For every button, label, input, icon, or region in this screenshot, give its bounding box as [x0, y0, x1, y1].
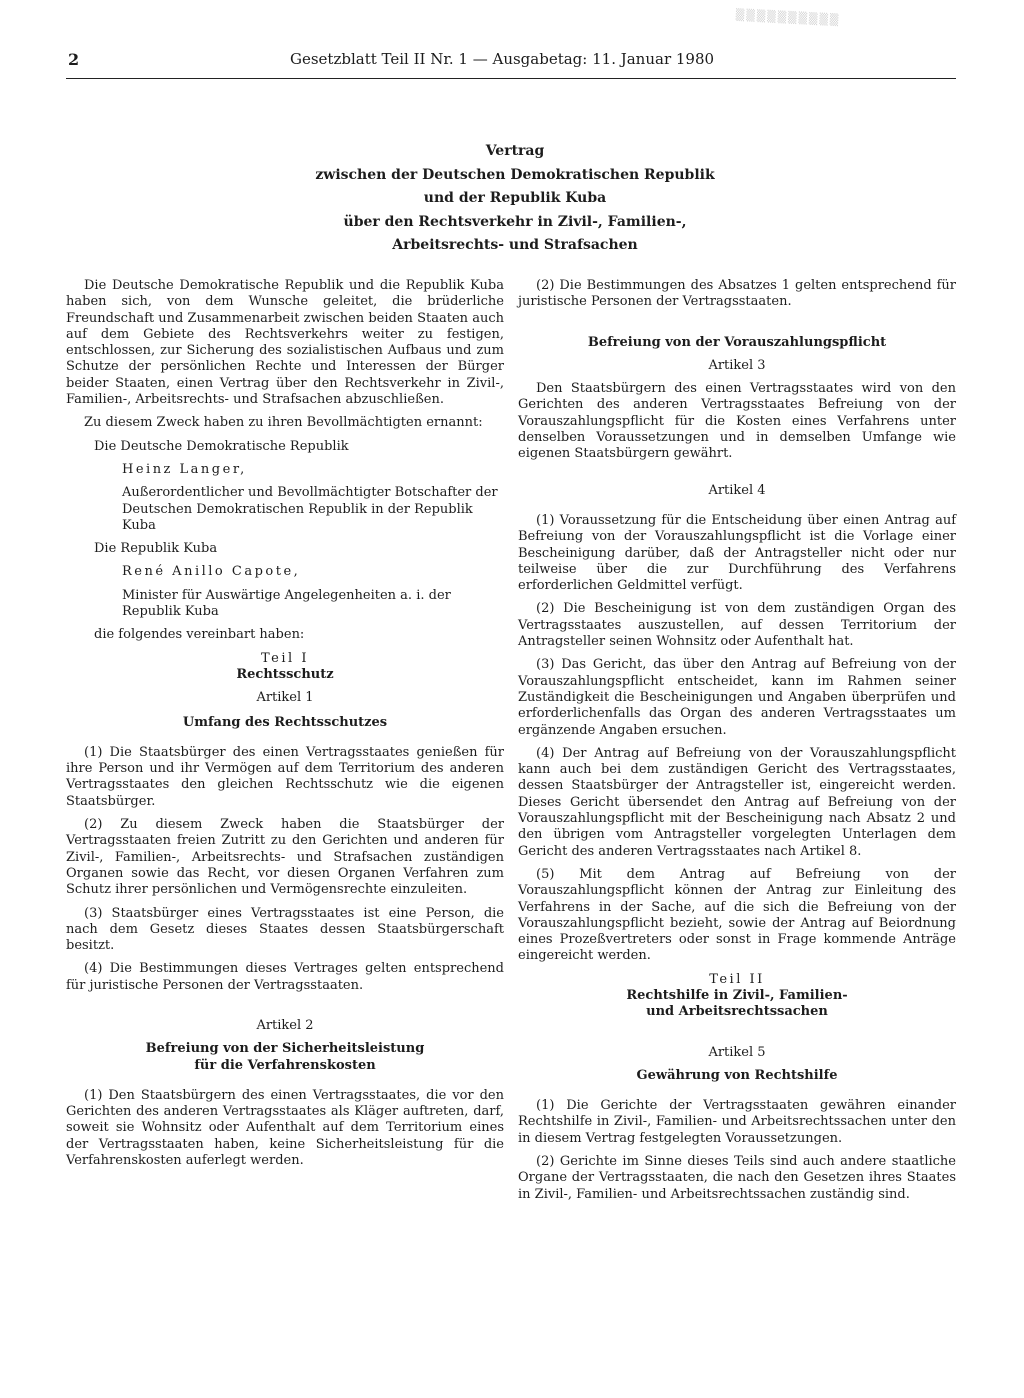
part-1-heading: Teil I [261, 650, 309, 666]
article-5-title: Gewährung von Rechtshilfe [636, 1067, 838, 1083]
archive-stamp: ▒▒▒▒▒▒▒▒▒▒ [735, 8, 841, 27]
article-1-para-4: (4) Die Bestimmungen dieses Vertrages gelten entsprechend für juristische Personen der Vertragsstaaten. [66, 961, 504, 993]
article-5-heading: Artikel 5 [708, 1044, 766, 1060]
part-2-title-line-1: Rechtshilfe in Zivil-, Familien- [626, 987, 848, 1003]
plenipotentiary-1-title: Außerordentlicher und Bevollmächtigter Botschafter der Deutschen Demokratischen Republik in der Republik Kuba [122, 485, 498, 533]
article-2-para-2: (2) Die Bestimmungen des Absatzes 1 gelten entsprechend für juristische Personen der Vertragsstaaten. [518, 278, 956, 310]
title-line-3: und der Republik Kuba [423, 190, 607, 206]
purpose-paragraph: Zu diesem Zweck haben zu ihren Bevollmächtigten ernannt: [84, 415, 483, 431]
article-4-para-2: (2) Die Bescheinigung ist von dem zuständigen Organ des Vertragsstaates auszustellen, auf dessen Territorium der Antragsteller seinen Wohnsitz oder Aufenthalt hat. [518, 601, 956, 650]
article-1-heading: Artikel 1 [256, 690, 314, 706]
article-3-para-1: Den Staatsbürgern des einen Vertragsstaates wird von den Gerichten des anderen Vertragsstaates Befreiung von der Vorauszahlungspflicht für die Kosten eines Verfahrens unter denselben Voraussetzungen und in demselben Umfange wie eigenen Staatsbürgern gewährt. [518, 381, 956, 462]
article-4-para-1: (1) Voraussetzung für die Entscheidung über einen Antrag auf Befreiung von der Vorauszahlungspflicht ist die Vorlage einer Bescheinigung darüber, daß der Antragsteller nicht oder nur teilweise über die zur Durchführung des Verfahrens erforderlichen Geldmittel verfügt. [518, 512, 956, 594]
running-title: Gesetzblatt Teil II Nr. 1 — Ausgabetag: 11. Januar 1980 [290, 50, 715, 68]
article-5-para-2: (2) Gerichte im Sinne dieses Teils sind auch andere staatliche Organe der Vertragsstaaten, die nach den Gesetzen ihres Staates in Zivil-, Familien- und Arbeitsrechtssachen zuständig sind. [518, 1154, 956, 1202]
header-rule [66, 78, 956, 79]
article-4-heading: Artikel 4 [708, 482, 766, 498]
title-line-1: Vertrag [485, 143, 545, 159]
title-line-5: Arbeitsrechts- und Strafsachen [392, 237, 638, 253]
plenipotentiary-2-title: Minister für Auswärtige Angelegenheiten a. i. der Republik Kuba [122, 587, 451, 620]
part-2-heading: Teil II [709, 971, 765, 987]
article-4-para-4: (4) Der Antrag auf Befreiung von der Vorauszahlungspflicht kann auch bei dem zuständigen Gericht des Vertragsstaates, dessen Staatsbürger der Antragsteller ist, eingereicht werden. Dieses Gericht übersendet den Antrag auf Befreiung von der Vorauszahlungspflicht mit der Bescheinigung nach Absatz 2 und den übrigen vom Antragsteller vorgelegten Unterlagen dem Gericht des anderen Vertragsstaates nach Artikel 8. [518, 745, 956, 859]
left-column [66, 278, 504, 1176]
page-number: 2 [68, 50, 80, 69]
article-2-heading: Artikel 2 [256, 1017, 314, 1033]
article-3-heading: Artikel 3 [708, 357, 766, 373]
party-kuba: Die Republik Kuba [94, 541, 218, 557]
right-column [518, 278, 956, 1210]
title-line-4: über den Rechtsverkehr in Zivil-, Familien-, [343, 213, 687, 230]
title-line-2: zwischen der Deutschen Demokratischen Republik [315, 166, 715, 183]
article-2-para-1: (1) Den Staatsbürgern des einen Vertragsstaates, die vor den Gerichten des anderen Vertragsstaates als Kläger auftreten, darf, soweit sie Wohnsitz oder Aufenthalt auf dem Territorium eines der Vertragsstaaten haben, keine Sicherheitsleistung für die Verfahrenskosten auferlegt werden. [66, 1087, 504, 1169]
part-1-title: Rechtsschutz [236, 666, 334, 682]
document-title [250, 140, 780, 258]
article-4-para-5: (5) Mit dem Antrag auf Befreiung von der Vorauszahlungspflicht können der Antrag zur Einleitung des Verfahrens in der Sache, auf die sich die Befreiung von der Vorauszahlungspflicht bezieht, sowie der Antrag auf Beiordnung eines Prozeßvertreters oder sonst in Frage kommende Anträge eingereicht werden. [518, 866, 956, 964]
plenipotentiary-2-name: René Anillo Capote, [122, 564, 301, 580]
part-2-title-line-2: und Arbeitsrechtssachen [646, 1004, 828, 1020]
preamble: Die Deutsche Demokratische Republik und die Republik Kuba haben sich, von dem Wunsche geleitet, die brüderliche Freundschaft und Zusammenarbeit zwischen beiden Staaten auch auf dem Gebiete des Rechtsverkehrs weiter zu festigen, entschlossen, zur Sicherung des sozialistischen Aufbaus und zum Schutze der persönlichen Rechte und Interessen der Bürger beider Staaten, einen Vertrag über den Rechtsverkehr in Zivil-, Familien-, Arbeitsrechts- und Strafsachen abzuschließen. [66, 278, 504, 408]
article-3-title: Befreiung von der Vorauszahlungspflicht [587, 334, 887, 350]
page-header [68, 50, 954, 74]
article-1-para-1: (1) Die Staatsbürger des einen Vertragsstaates genießen für ihre Person und ihr Vermögen auf dem Territorium des anderen Vertragsstaates den gleichen Rechtsschutz wie die eigenen Staatsbürger. [66, 744, 504, 809]
plenipotentiary-1-name: Heinz Langer, [122, 461, 247, 477]
article-2-title: Befreiung von der Sicherheitsleistung für die Verfahrenskosten [145, 1041, 425, 1073]
party-ddr: Die Deutsche Demokratische Republik [94, 438, 349, 454]
article-1-para-2: (2) Zu diesem Zweck haben die Staatsbürger der Vertragsstaaten freien Zutritt zu den Gerichten und anderen für Zivil-, Familien-, Arbeitsrechts- und Strafsachen zuständigen Organen sowie das Recht, vor diesen Organen Verfahren zum Schutz ihrer persönlichen und Vermögensrechte einzuleiten. [66, 817, 504, 898]
article-5-para-1: (1) Die Gerichte der Vertragsstaaten gewähren einander Rechtshilfe in Zivil-, Familien- und Arbeitsrechtssachen unter den in diesem Vertrag festgelegten Voraussetzungen. [518, 1098, 956, 1146]
article-1-para-3: (3) Staatsbürger eines Vertragsstaates ist eine Person, die nach dem Gesetz dieses Staates dessen Staatsbürgerschaft besitzt. [66, 905, 504, 954]
agreement-clause: die folgendes vereinbart haben: [94, 627, 305, 643]
article-1-title: Umfang des Rechtsschutzes [182, 714, 388, 730]
article-4-para-3: (3) Das Gericht, das über den Antrag auf Befreiung von der Vorauszahlungspflicht entscheidet, kann im Rahmen seiner Zuständigkeit die Bescheinigungen und Angaben überprüfen und erforderlichenfalls das Organ des anderen Vertragsstaates um ergänzende Angaben ersuchen. [518, 657, 956, 738]
